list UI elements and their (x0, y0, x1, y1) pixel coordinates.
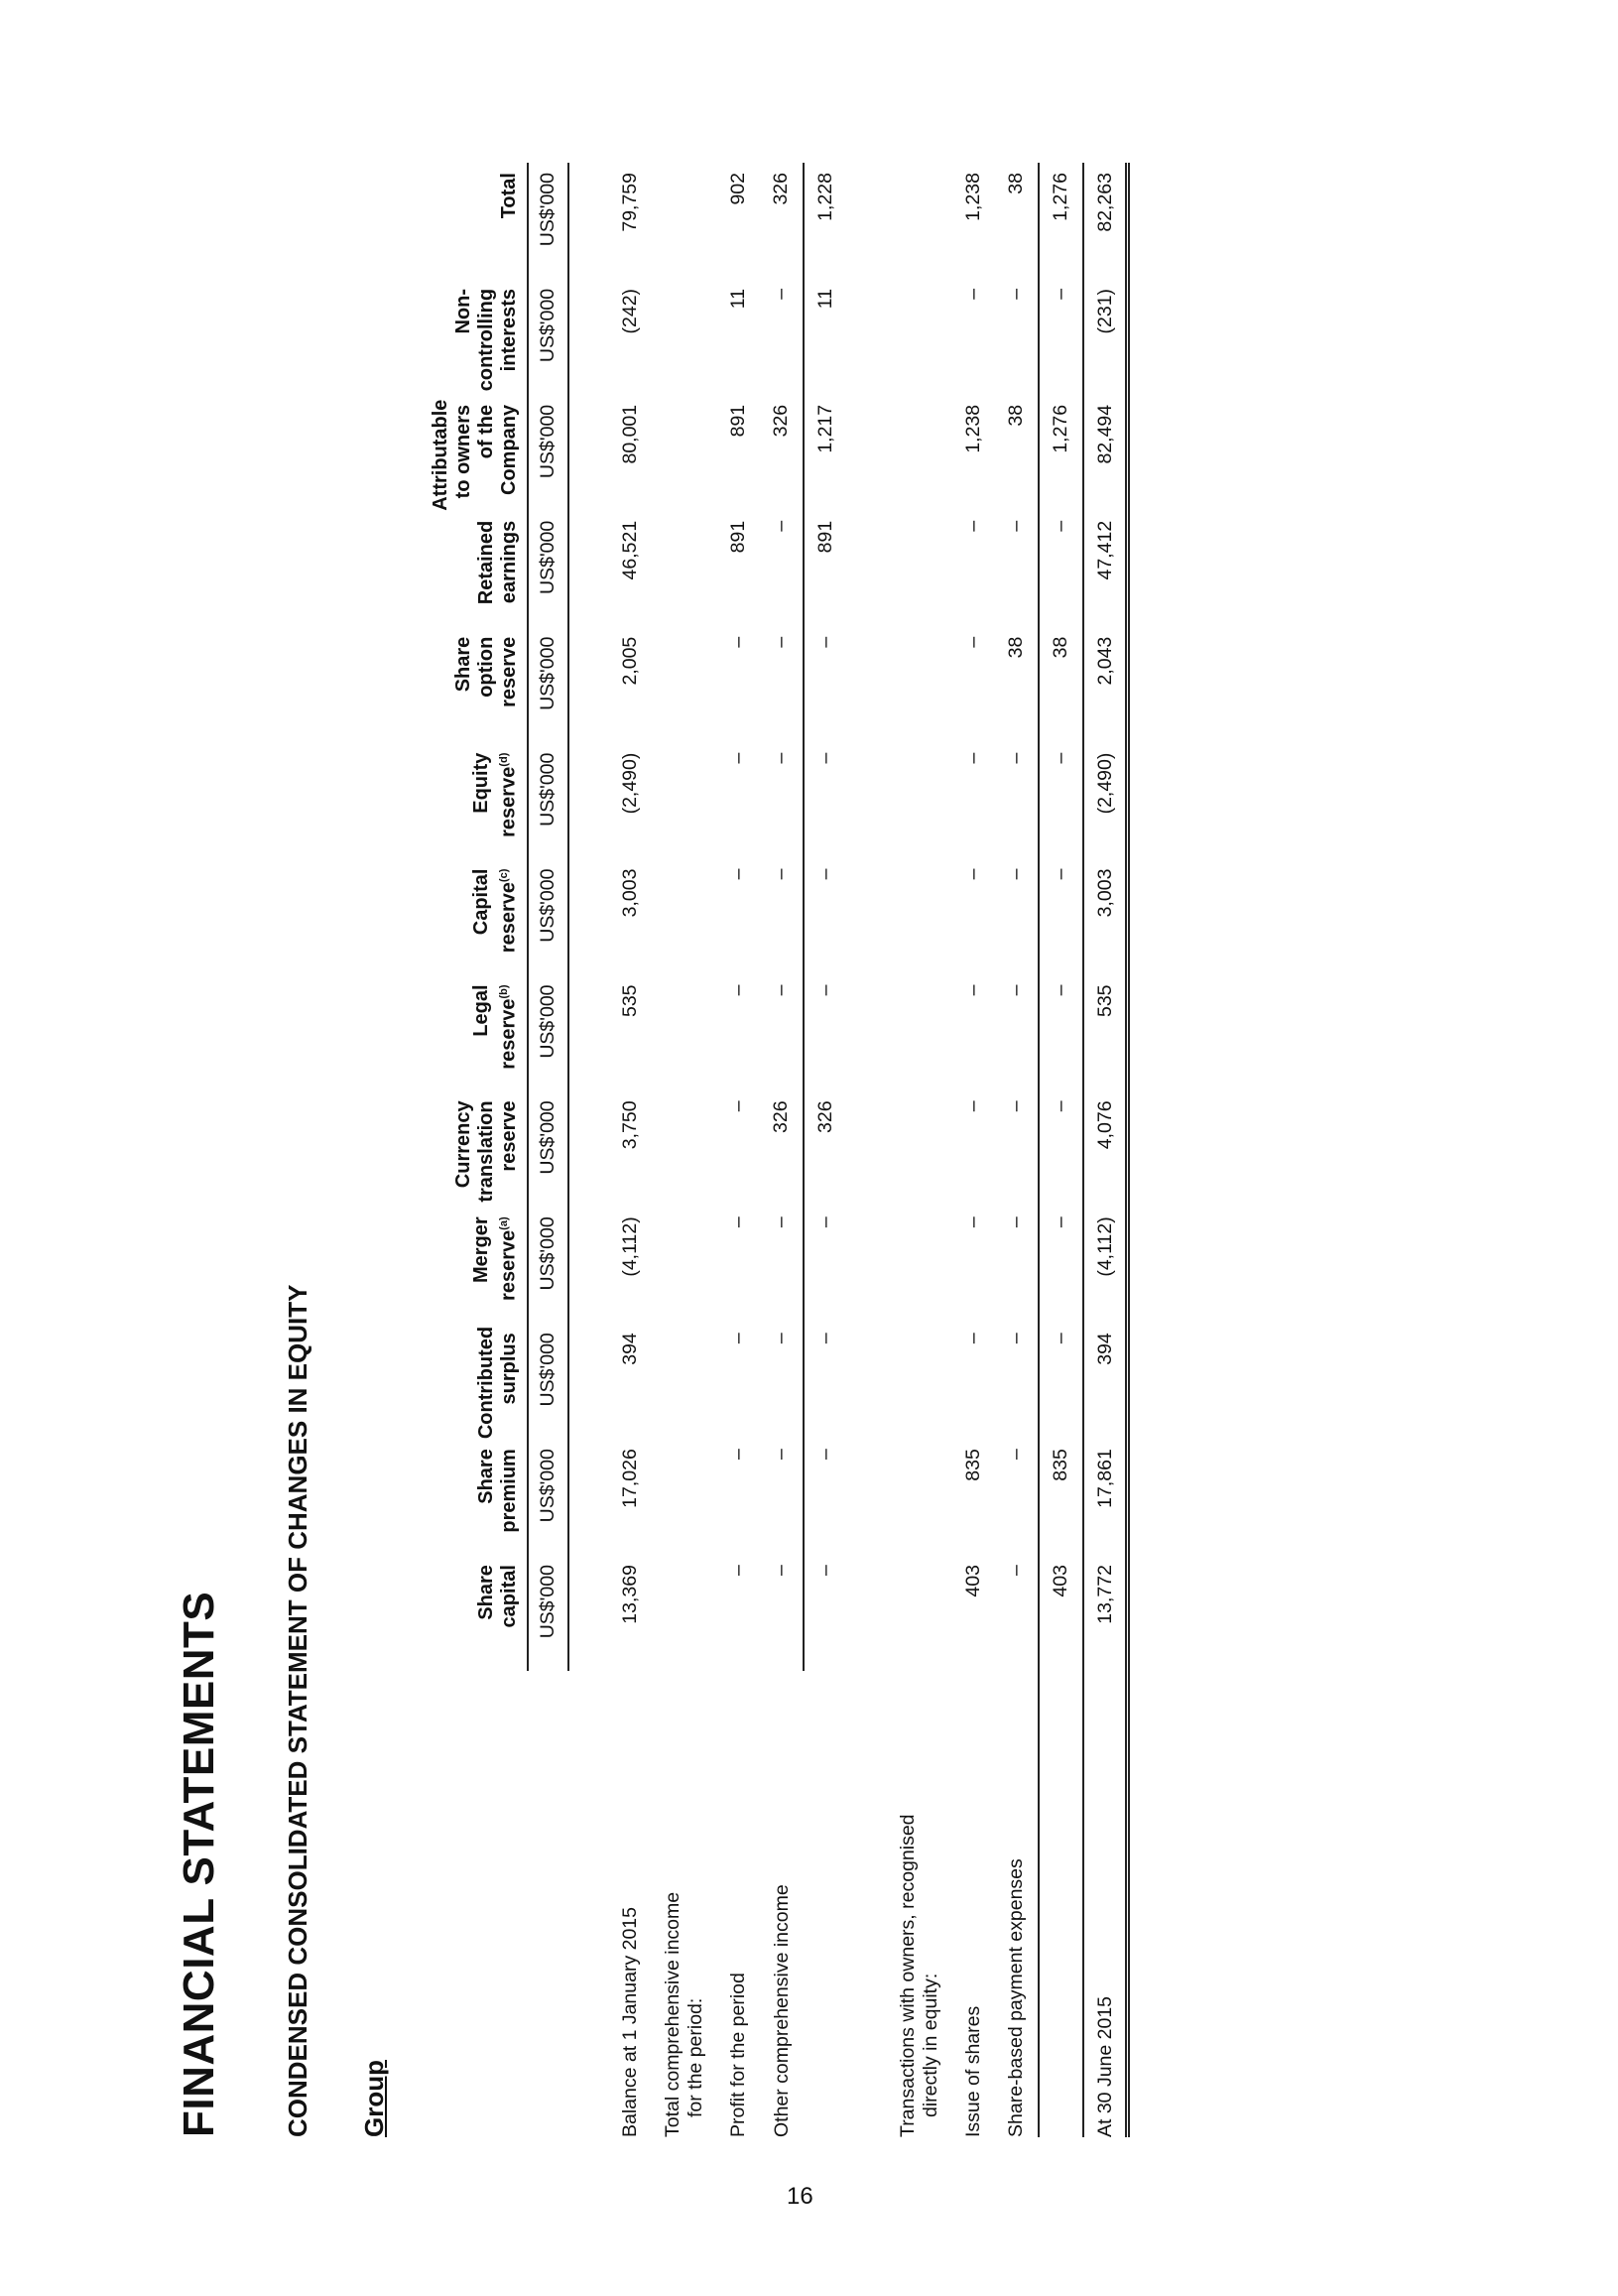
group-label: Group (359, 2060, 389, 2137)
col-header-share-premium: Share premium (475, 1449, 520, 1533)
col-header-attributable-owners: Attributable to owners of the Company (430, 399, 520, 511)
cell-value: 1,238 (962, 173, 984, 221)
cell-value: 38 (1039, 627, 1083, 743)
row-label: Balance at 1 January 2015 (619, 1906, 641, 2137)
cell-value: – (770, 752, 792, 764)
row-label: Profit for the period (727, 1973, 749, 2137)
units-row (528, 163, 568, 2137)
row-issue-of-shares (952, 163, 995, 2137)
col-header-currency-translation-reserve: Currency translation reserve (452, 1100, 520, 1203)
cell-value: 902 (727, 173, 749, 205)
cell-value: 326 (804, 1090, 847, 1207)
cell-value: – (804, 1555, 847, 1671)
cell-value: – (804, 627, 847, 743)
cell-value: 835 (1039, 1439, 1083, 1555)
cell-value: – (727, 752, 749, 764)
page-title: FINANCIAL STATEMENTS (175, 1591, 223, 2137)
cell-value: – (804, 1207, 847, 1323)
cell-value: 403 (962, 1565, 984, 1597)
row-tci-subtotal (804, 163, 847, 2137)
cell-value: – (727, 1565, 749, 1576)
cell-value: – (1005, 868, 1027, 880)
cell-value: – (804, 859, 847, 975)
cell-value: 13,369 (619, 1565, 641, 1624)
cell-value: 79,759 (619, 173, 641, 232)
cell-value: – (1005, 288, 1027, 300)
rotated-page (139, 119, 1230, 2163)
row-label: Total comprehensive income for the period: (662, 1891, 706, 2137)
cell-value: 394 (619, 1333, 641, 1365)
unit-cell: US$'000 (528, 627, 568, 743)
cell-value: – (1039, 974, 1083, 1090)
cell-value: – (770, 636, 792, 648)
cell-value: – (962, 1100, 984, 1112)
cell-value: – (962, 1216, 984, 1228)
cell-value: 38 (1005, 173, 1027, 194)
cell-value: 2,005 (619, 636, 641, 686)
cell-value: – (804, 1439, 847, 1555)
cell-value: – (1005, 1100, 1027, 1112)
cell-value: 38 (1005, 636, 1027, 659)
cell-value: – (962, 288, 984, 300)
cell-value: 3,750 (619, 1100, 641, 1150)
cell-value: (4,112) (1083, 1207, 1128, 1323)
row-owners-subtotal (1039, 163, 1083, 2137)
col-header-equity-reserve: Equity reserve$^{(d)}$ (470, 752, 520, 837)
row-share-based-payment (995, 163, 1039, 2137)
cell-value: 13,772 (1083, 1555, 1128, 1671)
cell-value: – (804, 743, 847, 859)
cell-value: 1,228 (804, 163, 847, 279)
cell-value: 4,076 (1083, 1090, 1128, 1207)
row-label: Transactions with owners, recognised directly in equity: (897, 1814, 941, 2137)
cell-value: – (770, 520, 792, 532)
cell-value: 326 (770, 1100, 792, 1133)
unit-cell: US$'000 (528, 395, 568, 511)
row-label: Issue of shares (962, 2005, 984, 2137)
cell-value: – (1039, 1323, 1083, 1439)
cell-value: 11 (727, 288, 749, 310)
row-label: Other comprehensive income (771, 1884, 793, 2137)
cell-value: – (1039, 859, 1083, 975)
cell-value: 835 (962, 1449, 984, 1481)
unit-cell: US$'000 (528, 511, 568, 627)
unit-cell: US$'000 (528, 1439, 568, 1555)
cell-value: 3,003 (619, 868, 641, 918)
statement-title: CONDENSED CONSOLIDATED STATEMENT OF CHANGES IN EQUITY (283, 1284, 312, 2137)
cell-value: 891 (727, 520, 749, 554)
col-header-contributed-surplus: Contributed surplus (475, 1326, 520, 1440)
cell-value: 82,263 (1083, 163, 1128, 279)
row-tci-heading (652, 163, 717, 2137)
cell-value: 80,001 (619, 404, 641, 464)
cell-value: 1,276 (1039, 395, 1083, 511)
cell-value: 17,861 (1083, 1439, 1128, 1555)
cell-value: – (962, 520, 984, 532)
cell-value: – (962, 1333, 984, 1344)
col-header-legal-reserve: Legal reserve$^{(b)}$ (470, 984, 520, 1070)
cell-value: 46,521 (619, 520, 641, 580)
cell-value: – (1005, 1216, 1027, 1228)
col-header-retained-earnings: Retained earnings (475, 520, 520, 605)
row-oci (760, 163, 804, 2137)
cell-value: 1,276 (1039, 163, 1083, 279)
col-header-merger-reserve: Merger reserve$^{(a)}$ (470, 1216, 520, 1301)
cell-value: – (770, 288, 792, 300)
cell-value: – (770, 1216, 792, 1228)
cell-value: (2,490) (1083, 743, 1128, 859)
cell-value: – (962, 984, 984, 996)
row-balance-close (1083, 163, 1128, 2137)
cell-value: 326 (770, 404, 792, 438)
cell-value: – (1005, 520, 1027, 532)
cell-value: (231) (1083, 279, 1128, 395)
row-balance-open (609, 163, 652, 2137)
cell-value: – (1005, 752, 1027, 764)
cell-value: – (1039, 279, 1083, 395)
cell-value: – (1039, 1207, 1083, 1323)
unit-cell: US$'000 (528, 859, 568, 975)
cell-value: (4,112) (619, 1216, 641, 1277)
cell-value: – (770, 1449, 792, 1461)
header-row (427, 163, 528, 2137)
header-label-spacer (427, 1671, 528, 2137)
unit-cell: US$'000 (528, 1323, 568, 1439)
cell-value: – (770, 984, 792, 996)
unit-cell: US$'000 (528, 1555, 568, 1671)
cell-value: – (1005, 1449, 1027, 1461)
cell-value: 38 (1005, 404, 1027, 427)
cell-value: 2,043 (1083, 627, 1128, 743)
cell-value: 535 (1083, 974, 1128, 1090)
row-profit (717, 163, 760, 2137)
col-header-total: Total (498, 173, 520, 219)
cell-value: – (962, 868, 984, 880)
cell-value: 3,003 (1083, 859, 1128, 975)
cell-value: – (804, 974, 847, 1090)
page-number: 16 (787, 2183, 813, 2210)
cell-value: – (1039, 743, 1083, 859)
unit-cell: US$'000 (528, 743, 568, 859)
row-label: At 30 June 2015 (1083, 1671, 1128, 2137)
cell-value: 1,238 (962, 404, 984, 453)
cell-value: – (727, 1216, 749, 1228)
cell-value: – (1039, 511, 1083, 627)
cell-value: – (727, 1100, 749, 1112)
cell-value: – (1005, 1565, 1027, 1576)
cell-value: – (770, 1565, 792, 1576)
cell-value: 394 (1083, 1323, 1128, 1439)
cell-value: – (727, 1449, 749, 1461)
cell-value: 535 (619, 984, 641, 1018)
cell-value: 326 (770, 173, 792, 205)
cell-value: – (1005, 984, 1027, 996)
cell-value: 11 (804, 279, 847, 395)
cell-value: – (1039, 1090, 1083, 1207)
cell-value: 1,217 (804, 395, 847, 511)
row-owners-heading (887, 163, 952, 2137)
col-header-capital-reserve: Capital reserve$^{(c)}$ (470, 868, 520, 954)
cell-value: – (804, 1323, 847, 1439)
unit-cell: US$'000 (528, 163, 568, 279)
equity-table (427, 163, 1130, 2137)
cell-value: (242) (619, 288, 641, 334)
unit-cell: US$'000 (528, 1090, 568, 1207)
cell-value: – (962, 636, 984, 648)
cell-value: 403 (1039, 1555, 1083, 1671)
unit-cell: US$'000 (528, 279, 568, 395)
cell-value: (2,490) (619, 752, 641, 815)
col-header-non-controlling-interests: Non- controlling interests (452, 288, 520, 392)
unit-cell: US$'000 (528, 974, 568, 1090)
col-header-share-option-reserve: Share option reserve (452, 636, 520, 707)
row-label: Share-based payment expenses (1005, 1858, 1027, 2137)
cell-value: – (727, 984, 749, 996)
cell-value: – (770, 1333, 792, 1344)
cell-value: – (1005, 1333, 1027, 1344)
cell-value: 82,494 (1083, 395, 1128, 511)
cell-value: 891 (727, 404, 749, 438)
cell-value: – (727, 636, 749, 648)
cell-value: – (727, 868, 749, 880)
cell-value: 17,026 (619, 1449, 641, 1508)
cell-value: – (770, 868, 792, 880)
unit-cell: US$'000 (528, 1207, 568, 1323)
cell-value: – (727, 1333, 749, 1344)
cell-value: 47,412 (1083, 511, 1128, 627)
cell-value: 891 (804, 511, 847, 627)
cell-value: – (962, 752, 984, 764)
col-header-share-capital: Share capital (475, 1565, 520, 1628)
